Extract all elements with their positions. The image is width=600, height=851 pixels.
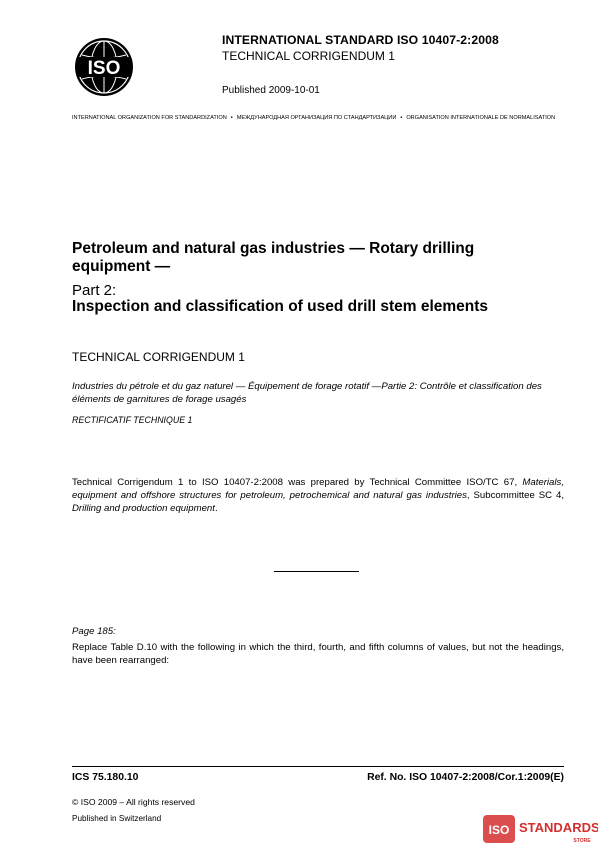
intro-text-3: . xyxy=(214,503,218,514)
part-title: Inspection and classification of used drill stem elements xyxy=(72,298,489,315)
reference-number: Ref. No. ISO 10407-2:2008/Cor.1:2009(E) xyxy=(367,772,564,783)
published-in: Published in Switzerland xyxy=(72,814,162,823)
french-corrigendum: RECTIFICATIF TECHNIQUE 1 xyxy=(72,415,193,425)
document-main-title: Petroleum and natural gas industries — Rotary drilling equipment — xyxy=(72,240,475,275)
section-divider xyxy=(274,571,359,572)
iso-logo-text: ISO xyxy=(87,58,121,79)
footer-divider xyxy=(72,766,564,767)
standards-store-watermark xyxy=(482,812,598,846)
technical-corrigendum-heading: TECHNICAL CORRIGENDUM 1 xyxy=(72,350,245,364)
replacement-instruction: Replace Table D.10 with the following in which the third, fourth, and fifth columns of values, but not the headings, have been rearranged: xyxy=(72,642,564,666)
part-label: Part 2: xyxy=(72,282,117,299)
published-date: Published 2009-10-01 xyxy=(222,85,320,96)
intro-paragraph xyxy=(72,476,564,515)
page-reference: Page 185: xyxy=(72,626,116,637)
committee-name: Materials, equipment and offshore structures for petroleum, petrochemical and natural gas industries xyxy=(72,477,564,501)
organization-names xyxy=(72,115,564,121)
org-separator: • xyxy=(230,115,233,121)
standard-title: INTERNATIONAL STANDARD ISO 10407-2:2008 xyxy=(222,33,499,47)
org-name-fr: ORGANISATION INTERNATIONALE DE NORMALISATION xyxy=(406,115,556,121)
iso-logo-icon xyxy=(73,36,135,98)
watermark-sub: STORE xyxy=(573,838,591,844)
french-title: Industries du pétrole et du gaz naturel — Équipement de forage rotatif —Partie 2: Contrôle et classification des éléments de garnitures de forage usagés xyxy=(72,381,542,405)
org-name-ru: МЕЖДУНАРОДНАЯ ОРГАНИЗАЦИЯ ПО СТАНДАРТИЗАЦИИ xyxy=(236,115,397,121)
corrigendum-label: TECHNICAL CORRIGENDUM 1 xyxy=(222,49,395,63)
intro-text-1: Technical Corrigendum 1 to ISO 10407-2:2008 was prepared by Technical Committee ISO/TC 67, xyxy=(72,477,523,488)
watermark-logo-icon xyxy=(482,812,598,846)
iso-logo xyxy=(73,36,135,98)
copyright-notice: © ISO 2009 – All rights reserved xyxy=(72,797,195,807)
ics-code: ICS 75.180.10 xyxy=(72,772,139,783)
watermark-text: STANDARDS xyxy=(519,820,598,835)
intro-text-2: , Subcommittee SC 4, xyxy=(466,490,564,501)
watermark-badge: ISO xyxy=(488,823,510,837)
org-name-en: INTERNATIONAL ORGANIZATION FOR STANDARDIZATION xyxy=(72,115,227,121)
subcommittee-name: Drilling and production equipment xyxy=(72,503,215,514)
org-separator: • xyxy=(400,115,403,121)
